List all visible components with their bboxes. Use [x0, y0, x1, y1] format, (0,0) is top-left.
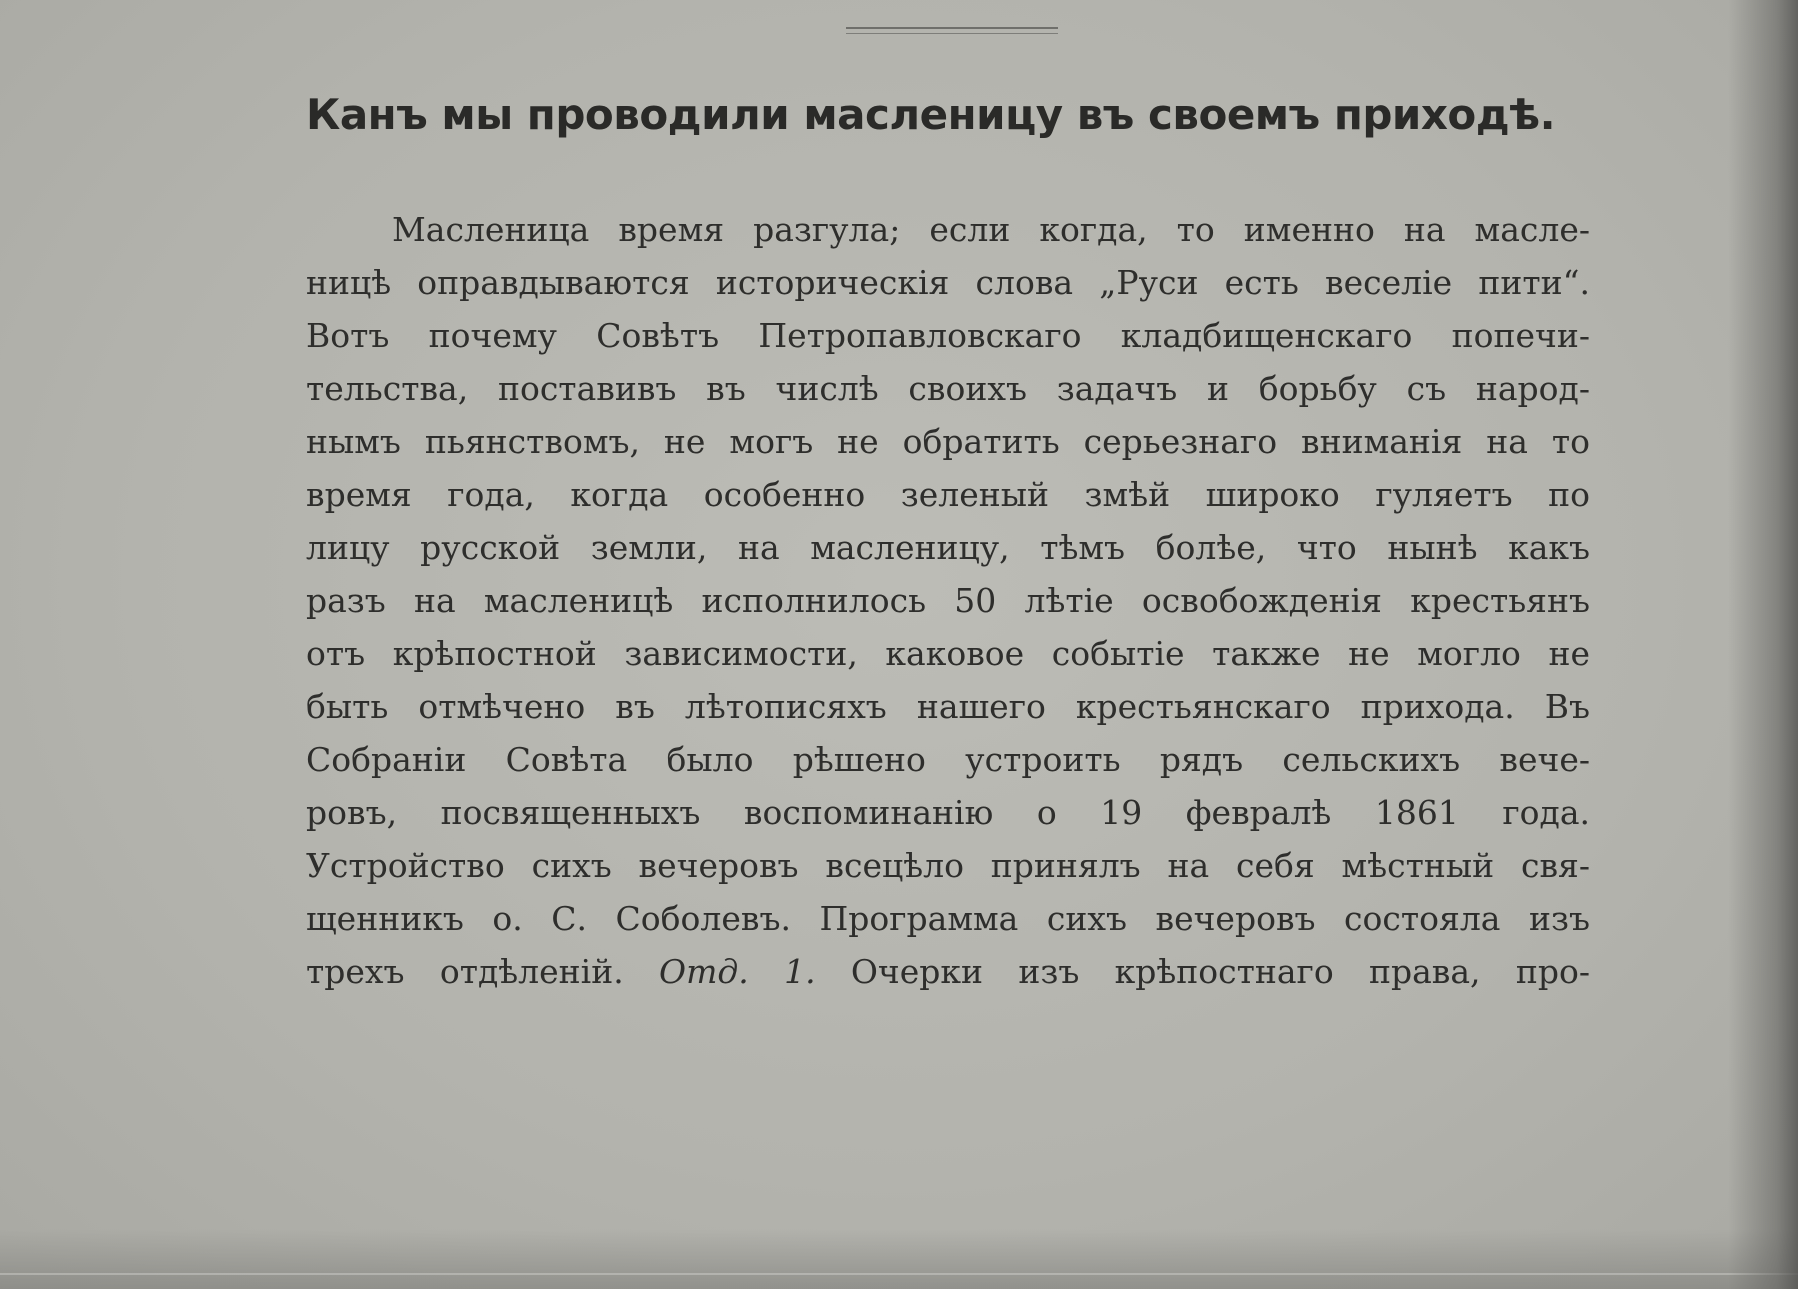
text-line: быть отмѣчено въ лѣтописяхъ нашего крестьянскаго прихода. Въ: [306, 687, 1590, 726]
text-line: щенникъ о. С. Соболевъ. Программа сихъ вечеровъ состояла изъ: [306, 899, 1590, 938]
text-line: лицу русской земли, на масленицу, тѣмъ болѣе, что нынѣ какъ: [306, 528, 1590, 567]
text-line: Собраніи Совѣта было рѣшено устроить рядъ сельскихъ вече-: [306, 740, 1590, 779]
page-gutter-shadow: [1728, 0, 1798, 1289]
text-line: разъ на масленицѣ исполнилось 50 лѣтіе освобожденія крестьянъ: [306, 581, 1590, 620]
text-line-last: [306, 945, 1590, 998]
page-bottom-shadow: [0, 1229, 1798, 1289]
text-line: отъ крѣпостной зависимости, каковое событіе также не могло не: [306, 634, 1590, 673]
text-line-start: трехъ отдѣленій.: [306, 952, 624, 991]
page-bottom-edge: [0, 1273, 1798, 1275]
text-line: Масленица время разгула; если когда, то именно на масле-: [392, 210, 1590, 249]
text-line: нымъ пьянствомъ, не могъ не обратить серьезнаго вниманія на то: [306, 422, 1590, 461]
article-title: Канъ мы проводили масленицу въ своемъ приходѣ.: [306, 90, 1556, 139]
text-line: ровъ, посвященныхъ воспоминанію о 19 февралѣ 1861 года.: [306, 793, 1590, 832]
section-label: Отд. 1.: [659, 952, 816, 991]
top-rule-thin: [846, 33, 1058, 34]
text-line: тельства, поставивъ въ числѣ своихъ задачъ и борьбу съ народ-: [306, 369, 1590, 408]
text-line: Устройство сихъ вечеровъ всецѣло принялъ на себя мѣстный свя-: [306, 846, 1590, 885]
article-paragraph: [306, 203, 1590, 998]
text-line: время года, когда особенно зеленый змѣй широко гуляетъ по: [306, 475, 1590, 514]
top-rule: [846, 27, 1058, 29]
text-line: Вотъ почему Совѣтъ Петропавловскаго кладбищенскаго попечи-: [306, 316, 1590, 355]
text-line-end: Очерки изъ крѣпостнаго права, про-: [850, 952, 1590, 991]
text-line: ницѣ оправдываются историческія слова „Руси есть веселіе пити“.: [306, 263, 1590, 302]
